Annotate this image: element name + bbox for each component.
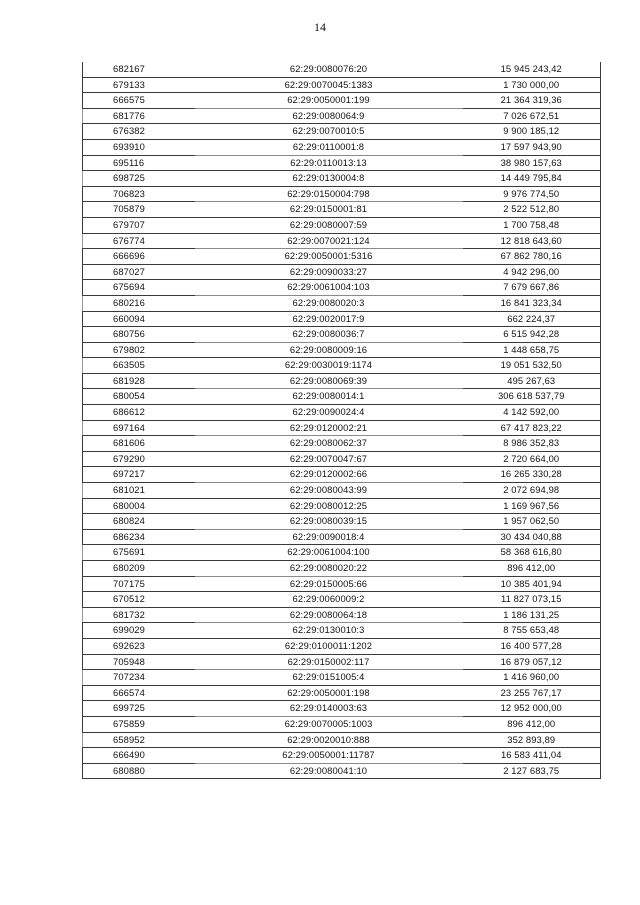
object-id-cell: 680880: [83, 763, 195, 779]
cadastral-value-cell: 2 522 512,80: [463, 202, 601, 218]
cadastral-number-cell: 62:29:0060009:2: [195, 592, 463, 608]
cadastral-number-cell: 62:29:0130004:8: [195, 171, 463, 187]
object-id-cell: 675691: [83, 545, 195, 561]
cadastral-number-cell: 62:29:0120002:21: [195, 420, 463, 436]
cadastral-number-cell: 62:29:0080062:37: [195, 436, 463, 452]
table-row: [83, 467, 601, 483]
cadastral-value-cell: 1 448 658,75: [463, 342, 601, 358]
cadastral-number-cell: 62:29:0050001:11787: [195, 748, 463, 764]
object-id-cell: 658952: [83, 732, 195, 748]
object-id-cell: 680054: [83, 389, 195, 405]
table-row: [83, 654, 601, 670]
cadastral-number-cell: 62:29:0080069:39: [195, 373, 463, 389]
object-id-cell: 705948: [83, 654, 195, 670]
table-row: [83, 716, 601, 732]
cadastral-value-cell: 662 224,37: [463, 311, 601, 327]
object-id-cell: 679707: [83, 217, 195, 233]
cadastral-value-cell: 7 679 667,86: [463, 280, 601, 296]
cadastral-value-cell: 7 026 672,51: [463, 108, 601, 124]
object-id-cell: 687027: [83, 264, 195, 280]
table-row: [83, 561, 601, 577]
object-id-cell: 692623: [83, 638, 195, 654]
object-id-cell: 675694: [83, 280, 195, 296]
table-row: [83, 358, 601, 374]
table-row: [83, 171, 601, 187]
cadastral-number-cell: 62:29:0070005:1003: [195, 716, 463, 732]
cadastral-value-cell: 10 385 401,94: [463, 576, 601, 592]
cadastral-number-cell: 62:29:0150005:66: [195, 576, 463, 592]
cadastral-number-cell: 62:29:0061004:103: [195, 280, 463, 296]
table-row: [83, 295, 601, 311]
cadastral-number-cell: 62:29:0061004:100: [195, 545, 463, 561]
object-id-cell: 706823: [83, 186, 195, 202]
table-row: [83, 124, 601, 140]
table-row: [83, 233, 601, 249]
cadastral-value-cell: 4 942 296,00: [463, 264, 601, 280]
object-id-cell: 660094: [83, 311, 195, 327]
cadastral-value-cell: 306 618 537,79: [463, 389, 601, 405]
table-row: [83, 62, 601, 77]
object-id-cell: 666490: [83, 748, 195, 764]
cadastral-number-cell: 62:29:0080064:9: [195, 108, 463, 124]
object-id-cell: 681776: [83, 108, 195, 124]
cadastral-number-cell: 62:29:0030019:1174: [195, 358, 463, 374]
table-row: [83, 498, 601, 514]
object-id-cell: 699029: [83, 623, 195, 639]
cadastral-value-cell: 1 957 062,50: [463, 514, 601, 530]
cadastral-value-cell: 352 893,89: [463, 732, 601, 748]
object-id-cell: 680756: [83, 327, 195, 343]
cadastral-value-cell: 1 169 967,56: [463, 498, 601, 514]
cadastral-value-cell: 12 818 643,60: [463, 233, 601, 249]
object-id-cell: 679290: [83, 451, 195, 467]
table-row: [83, 748, 601, 764]
object-id-cell: 707234: [83, 670, 195, 686]
cadastral-number-cell: 62:29:0080007:59: [195, 217, 463, 233]
cadastral-value-cell: 1 730 000,00: [463, 77, 601, 93]
table-row: [83, 342, 601, 358]
table-row: [83, 77, 601, 93]
cadastral-number-cell: 62:29:0050001:198: [195, 685, 463, 701]
table-row: [83, 327, 601, 343]
object-id-cell: 695116: [83, 155, 195, 171]
cadastral-value-cell: 11 827 073,15: [463, 592, 601, 608]
cadastral-value-cell: 19 051 532,50: [463, 358, 601, 374]
object-id-cell: 681021: [83, 483, 195, 499]
table-row: [83, 155, 601, 171]
table-row: [83, 420, 601, 436]
cadastral-number-cell: 62:29:0080012:25: [195, 498, 463, 514]
object-id-cell: 707175: [83, 576, 195, 592]
object-id-cell: 705879: [83, 202, 195, 218]
cadastral-number-cell: 62:29:0050001:5316: [195, 249, 463, 265]
cadastral-value-cell: 67 862 780,16: [463, 249, 601, 265]
cadastral-number-cell: 62:29:0110013:13: [195, 155, 463, 171]
cadastral-number-cell: 62:29:0070021:124: [195, 233, 463, 249]
table-row: [83, 483, 601, 499]
cadastral-value-cell: 495 267,63: [463, 373, 601, 389]
cadastral-value-cell: 6 515 942,28: [463, 327, 601, 343]
cadastral-number-cell: 62:29:0151005:4: [195, 670, 463, 686]
cadastral-number-cell: 62:29:0070045:1383: [195, 77, 463, 93]
cadastral-value-cell: 67 417 823,22: [463, 420, 601, 436]
cadastral-value-cell: 12 952 000,00: [463, 701, 601, 717]
cadastral-number-cell: 62:29:0130010:3: [195, 623, 463, 639]
cadastral-number-cell: 62:29:0080043:99: [195, 483, 463, 499]
object-id-cell: 680004: [83, 498, 195, 514]
object-id-cell: 666574: [83, 685, 195, 701]
table-body: [83, 62, 601, 779]
page-number: 14: [314, 20, 326, 34]
object-id-cell: 681606: [83, 436, 195, 452]
object-id-cell: 693910: [83, 139, 195, 155]
table-row: [83, 139, 601, 155]
cadastral-value-cell: 4 142 592,00: [463, 405, 601, 421]
cadastral-number-cell: 62:29:0150001:81: [195, 202, 463, 218]
table-row: [83, 93, 601, 109]
cadastral-number-cell: 62:29:0080020:3: [195, 295, 463, 311]
object-id-cell: 663505: [83, 358, 195, 374]
object-id-cell: 666696: [83, 249, 195, 265]
object-id-cell: 681928: [83, 373, 195, 389]
cadastral-value-cell: 1 416 960,00: [463, 670, 601, 686]
cadastral-value-cell: 15 945 243,42: [463, 62, 601, 77]
cadastral-value-cell: 58 368 616,80: [463, 545, 601, 561]
table-row: [83, 529, 601, 545]
object-id-cell: 699725: [83, 701, 195, 717]
cadastral-number-cell: 62:29:0140003:63: [195, 701, 463, 717]
cadastral-number-cell: 62:29:0080014:1: [195, 389, 463, 405]
cadastral-number-cell: 62:29:0100011:1202: [195, 638, 463, 654]
cadastral-number-cell: 62:29:0080076:20: [195, 62, 463, 77]
object-id-cell: 676774: [83, 233, 195, 249]
cadastral-value-cell: 896 412,00: [463, 716, 601, 732]
cadastral-value-cell: 9 976 774,50: [463, 186, 601, 202]
cadastral-value-cell: 16 841 323,34: [463, 295, 601, 311]
object-id-cell: 686234: [83, 529, 195, 545]
object-id-cell: 666575: [83, 93, 195, 109]
cadastral-value-cell: 8 755 653,48: [463, 623, 601, 639]
table-row: [83, 670, 601, 686]
table-row: [83, 685, 601, 701]
cadastral-number-cell: 62:29:0070047:67: [195, 451, 463, 467]
table-row: [83, 389, 601, 405]
cadastral-value-cell: 17 597 943,90: [463, 139, 601, 155]
table-row: [83, 451, 601, 467]
object-id-cell: 686612: [83, 405, 195, 421]
cadastral-value-cell: 896 412,00: [463, 561, 601, 577]
object-id-cell: 676382: [83, 124, 195, 140]
table-row: [83, 623, 601, 639]
table-row: [83, 373, 601, 389]
object-id-cell: 698725: [83, 171, 195, 187]
object-id-cell: 680824: [83, 514, 195, 530]
cadastral-number-cell: 62:29:0020010:888: [195, 732, 463, 748]
cadastral-value-cell: 1 186 131,25: [463, 607, 601, 623]
cadastral-number-cell: 62:29:0080036:7: [195, 327, 463, 343]
object-id-cell: 682167: [83, 62, 195, 77]
object-id-cell: 680209: [83, 561, 195, 577]
cadastral-value-table: [82, 62, 601, 779]
table-row: [83, 732, 601, 748]
table-row: [83, 311, 601, 327]
object-id-cell: 679802: [83, 342, 195, 358]
cadastral-value-cell: 38 980 157,63: [463, 155, 601, 171]
cadastral-number-cell: 62:29:0080020:22: [195, 561, 463, 577]
table-row: [83, 763, 601, 779]
table-row: [83, 264, 601, 280]
cadastral-value-cell: 21 364 319,36: [463, 93, 601, 109]
table-row: [83, 202, 601, 218]
cadastral-value-cell: 1 700 758,48: [463, 217, 601, 233]
table-row: [83, 638, 601, 654]
table-row: [83, 592, 601, 608]
cadastral-value-cell: 16 583 411,04: [463, 748, 601, 764]
cadastral-number-cell: 62:29:0090033:27: [195, 264, 463, 280]
table-row: [83, 436, 601, 452]
cadastral-value-cell: 2 720 664,00: [463, 451, 601, 467]
object-id-cell: 675859: [83, 716, 195, 732]
cadastral-number-cell: 62:29:0090024:4: [195, 405, 463, 421]
object-id-cell: 670512: [83, 592, 195, 608]
cadastral-value-cell: 2 072 694,98: [463, 483, 601, 499]
cadastral-number-cell: 62:29:0120002:66: [195, 467, 463, 483]
object-id-cell: 681732: [83, 607, 195, 623]
cadastral-number-cell: 62:29:0080039:15: [195, 514, 463, 530]
cadastral-value-cell: 9 900 185,12: [463, 124, 601, 140]
cadastral-number-cell: 62:29:0150002:117: [195, 654, 463, 670]
cadastral-value-cell: 14 449 795,84: [463, 171, 601, 187]
cadastral-number-cell: 62:29:0110001:8: [195, 139, 463, 155]
cadastral-number-cell: 62:29:0080041:10: [195, 763, 463, 779]
object-id-cell: 680216: [83, 295, 195, 311]
table-row: [83, 607, 601, 623]
cadastral-number-cell: 62:29:0070010:5: [195, 124, 463, 140]
table-row: [83, 405, 601, 421]
cadastral-number-cell: 62:29:0080009:16: [195, 342, 463, 358]
object-id-cell: 697164: [83, 420, 195, 436]
table-row: [83, 108, 601, 124]
cadastral-number-cell: 62:29:0150004:798: [195, 186, 463, 202]
cadastral-value-cell: 16 265 330,28: [463, 467, 601, 483]
object-id-cell: 679133: [83, 77, 195, 93]
table-row: [83, 217, 601, 233]
table-row: [83, 249, 601, 265]
cadastral-value-cell: 8 986 352,83: [463, 436, 601, 452]
cadastral-number-cell: 62:29:0090018:4: [195, 529, 463, 545]
cadastral-number-cell: 62:29:0020017:9: [195, 311, 463, 327]
cadastral-value-cell: 30 434 040,88: [463, 529, 601, 545]
cadastral-value-cell: 16 879 057,12: [463, 654, 601, 670]
cadastral-number-cell: 62:29:0080064:18: [195, 607, 463, 623]
cadastral-value-cell: 23 255 767,17: [463, 685, 601, 701]
table-row: [83, 280, 601, 296]
object-id-cell: 697217: [83, 467, 195, 483]
table-row: [83, 514, 601, 530]
table-row: [83, 186, 601, 202]
table-row: [83, 545, 601, 561]
cadastral-value-cell: 16 400 577,28: [463, 638, 601, 654]
cadastral-number-cell: 62:29:0050001:199: [195, 93, 463, 109]
table-row: [83, 701, 601, 717]
table-row: [83, 576, 601, 592]
cadastral-value-cell: 2 127 683,75: [463, 763, 601, 779]
